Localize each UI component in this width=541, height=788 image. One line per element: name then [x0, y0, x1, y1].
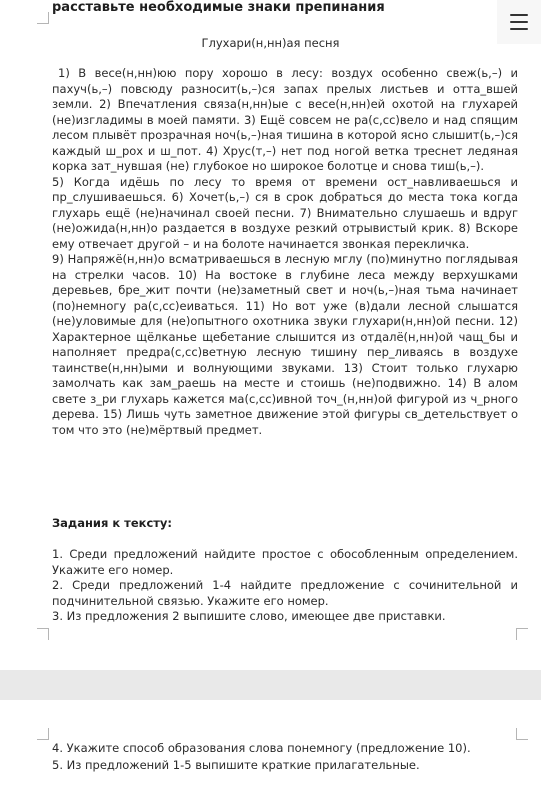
page-corner-mark — [37, 628, 49, 640]
task-item: 3. Из предложения 2 выпишите слово, имеющее две приставки. — [52, 609, 446, 623]
instruction-heading: расставьте необходимые знаки препинания — [52, 0, 385, 15]
text-body — [52, 66, 518, 438]
page-corner-mark — [516, 728, 528, 740]
task-item: 1. Среди предложений найдите простое с обособленным определением. Укажите его номер. — [52, 547, 518, 577]
hamburger-menu-icon — [510, 14, 528, 30]
task-item: 5. Из предложений 1-5 выпишите краткие прилагательные. — [52, 758, 420, 772]
task-list-continued — [52, 740, 518, 774]
page-break — [0, 670, 541, 700]
text-title: Глухари(н,нн)ая песня — [201, 36, 340, 50]
text-paragraph: 9) Напряжё(н,нн)о всматриваешься в лесную мглу (по)минутно поглядывая на стрелки часов. 10) На востоке в глубине леса между верхушками деревьев, бре_жит почти (не)заметный свет и ноч(ь,–)ная тьма начинает (по)немногу ра(с,сс)еиваться. 11) Но вот уже (в)дали лесной слышатся (не)уловимые для (не)опытного охотника звуки глухари(н,нн)ой песни. 12) Характерное щёлканье щебетание слышится из отдалё(н,нн)ой чащ_бы и наполняет предра(с,сс)ветную лесную тишину пер_ливаясь в воздухе таинстве(н,нн)ыми и волнующими звуками. 13) Стоит только глухарю замолчать как зам_раешь на месте и стоишь (не)подвижно. 14) В алом свете з_ри глухарь кажется ма(с,сс)ивной точ_(н,нн)ой фигурой из ч_рного дерева. 15) Лишь чуть заметное движение этой фигуры св_детельствует о том что это (не)мёртвый предмет. — [52, 252, 518, 437]
text-paragraph: 1) В весе(н,нн)юю пору хорошо в лесу: воздух особенно свеж(ь,–) и пахуч(ь,–) повсюду разносит(ь,–)ся запах прелых листьев и отта_вшей земли. 2) Впечатления связа(н,нн)ые с весе(н,нн)ей охотой на глухарей (не)изгладимы в моей памяти. 3) Ещё совсем не ра(с,сс)вело и над спящим лесом плывёт прозрачная ноч(ь,–)ная тишина в которой ясно слышит(ь,–)ся каждый ш_рох и ш_пот. 4) Хрус(т,–) нет под ногой ветка треснет ледяная корка зат_нувшая (не) глубокое но широкое болотце и снова тиш(ь,–). — [52, 66, 518, 173]
task-list — [52, 547, 518, 625]
page-corner-mark — [516, 628, 528, 640]
page-corner-mark — [37, 12, 49, 24]
text-paragraph: 5) Когда идёшь по лесу то время от времени ост_навливаешься и пр_слушиваешься. 6) Хочет(ь,–) ся в срок добраться до места тока когда глухарь ещё (не)начинал своей песни. 7) Внимательно слушаешь и вдруг (не)ожида(н,нн)о раздается в воздухе резкий отрывистый крик. 8) Вскоре ему отвечает другой – и на болоте начинается звонкая перекличка. — [52, 174, 518, 251]
page-corner-mark — [37, 728, 49, 740]
tasks-title: Задания к тексту: — [52, 516, 173, 530]
task-item: 4. Укажите способ образования слова понемногу (предложение 10). — [52, 741, 471, 755]
task-item: 2. Среди предложений 1-4 найдите предложение с сочинительной и подчинительной связью. Укажите его номер. — [52, 578, 518, 608]
